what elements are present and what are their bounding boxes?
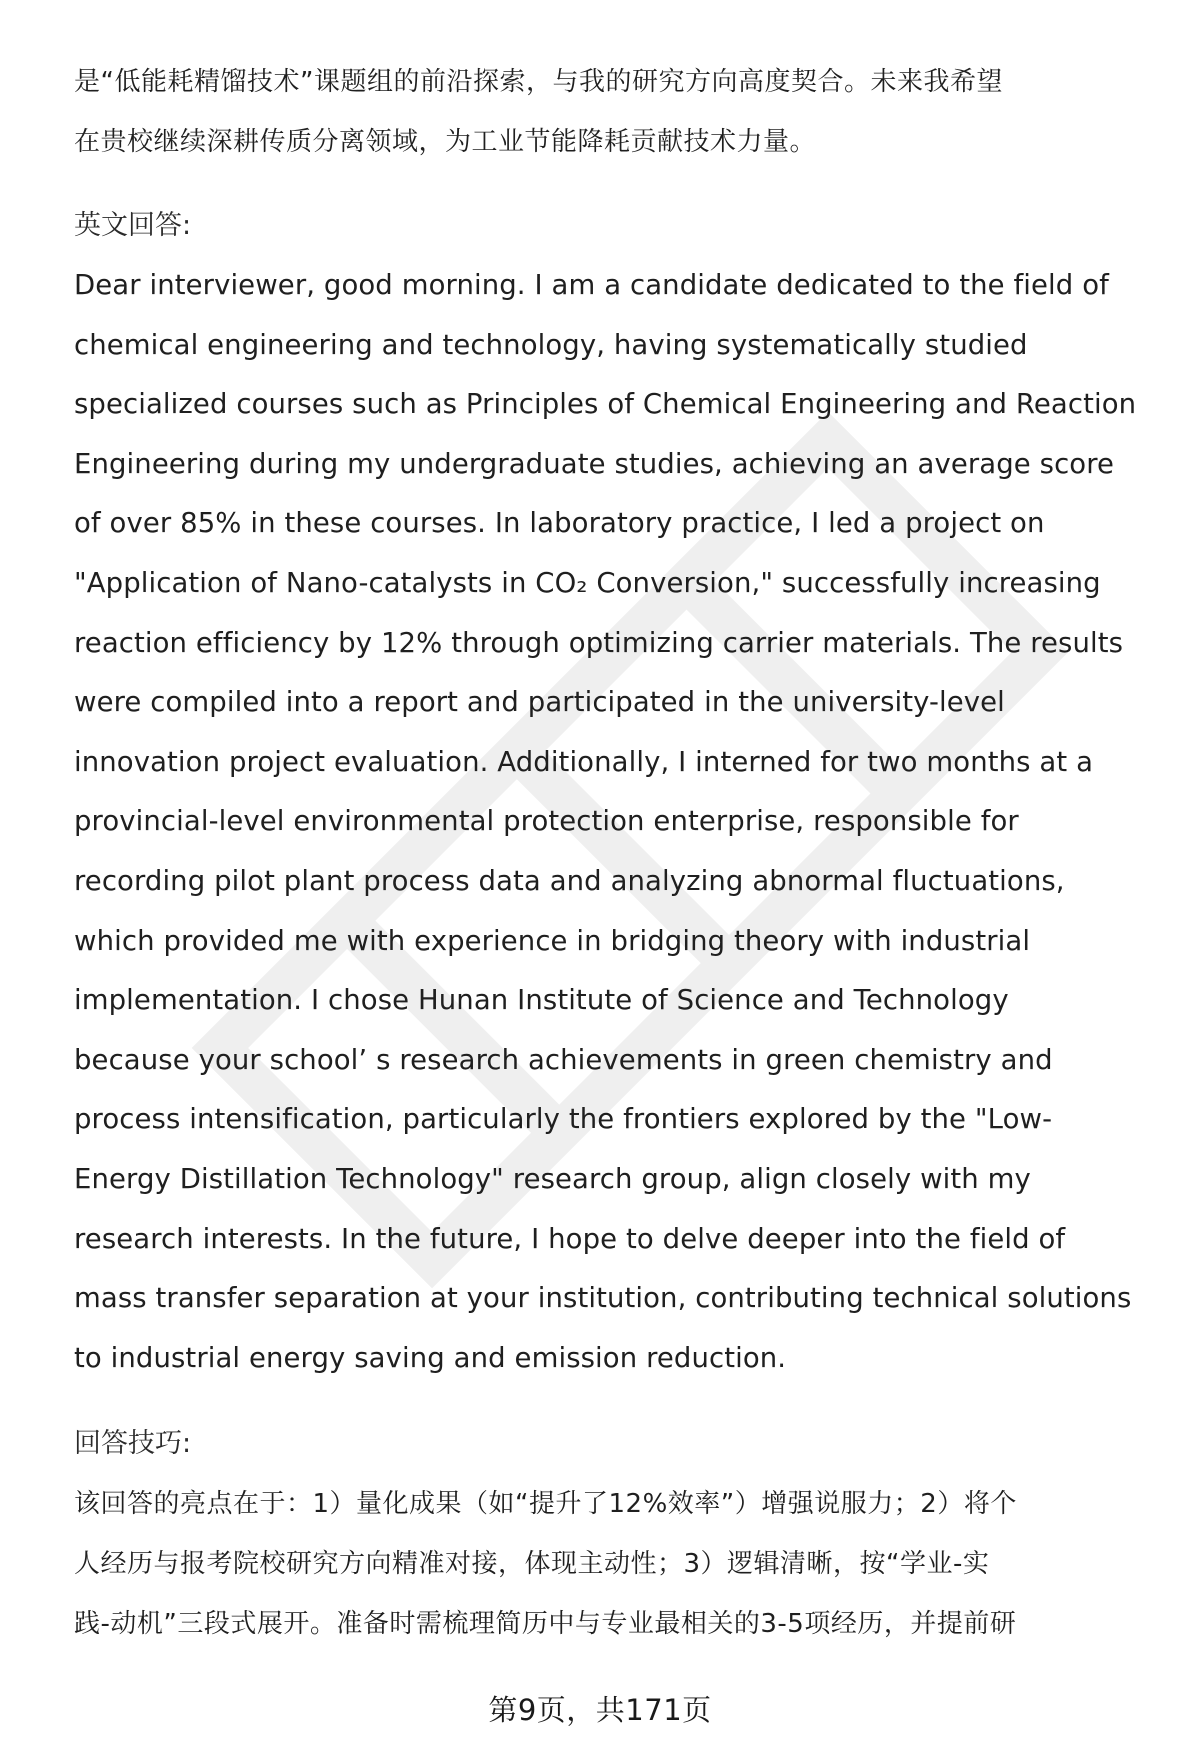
english-line: provincial-level environmental protection enterprise, responsible for	[74, 805, 1019, 838]
english-line: of over 85% in these courses. In laboratory practice, I led a project on	[74, 507, 1045, 540]
document-page	[74, 52, 1164, 1654]
english-line: specialized courses such as Principles of Chemical Engineering and Reaction	[74, 388, 1137, 421]
english-line: Engineering during my undergraduate studies, achieving an average score	[74, 447, 1115, 480]
english-line: to industrial energy saving and emission reduction.	[74, 1341, 787, 1374]
intro-paragraph	[74, 52, 1164, 172]
tips-paragraph	[74, 1474, 1164, 1654]
english-line: research interests. In the future, I hope to delve deeper into the field of	[74, 1222, 1066, 1255]
english-line: were compiled into a report and participated in the university-level	[74, 686, 1005, 719]
english-line: Dear interviewer, good morning. I am a candidate dedicated to the field of	[74, 269, 1109, 301]
english-line: process intensification, particularly the frontiers explored by the "Low-	[74, 1103, 1053, 1136]
english-line: Energy Distillation Technology" research group, align closely with my	[74, 1162, 1031, 1195]
tips-line: 践-动机”三段式展开。准备时需梳理简历中与专业最相关的3-5项经历，并提前研	[74, 1609, 1017, 1640]
tips-line: 人经历与报考院校研究方向精准对接，体现主动性；3）逻辑清晰，按“学业-实	[74, 1549, 990, 1580]
english-answer-paragraph	[74, 256, 1164, 1388]
english-line: because your school’ s research achievements in green chemistry and	[74, 1043, 1053, 1076]
tips-label: 回答技巧:	[74, 1428, 192, 1460]
english-line: mass transfer separation at your institution, contributing technical solutions	[74, 1282, 1132, 1315]
english-line: recording pilot plant process data and analyzing abnormal fluctuations,	[74, 864, 1065, 897]
intro-line: 在贵校继续深耕传质分离领域，为工业节能降耗贡献技术力量。	[74, 127, 817, 157]
english-line: which provided me with experience in bridging theory with industrial	[74, 924, 1031, 957]
english-answer-label: 英文回答:	[74, 210, 192, 241]
english-line: implementation. I chose Hunan Institute of Science and Technology	[74, 984, 1009, 1017]
page-indicator: 第9页，共171页	[488, 1693, 712, 1727]
english-line: chemical engineering and technology, having systematically studied	[74, 328, 1028, 361]
tips-line: 该回答的亮点在于：1）量化成果（如“提升了12%效率”）增强说服力；2）将个	[74, 1489, 1017, 1520]
intro-line: 是“低能耗精馏技术”课题组的前沿探索，与我的研究方向高度契合。未来我希望	[74, 67, 1003, 97]
english-line: innovation project evaluation. Additionally, I interned for two months at a	[74, 745, 1094, 778]
english-line: "Application of Nano-catalysts in CO₂ Conversion," successfully increasing	[74, 566, 1101, 599]
english-line: reaction efficiency by 12% through optimizing carrier materials. The results	[74, 626, 1124, 659]
